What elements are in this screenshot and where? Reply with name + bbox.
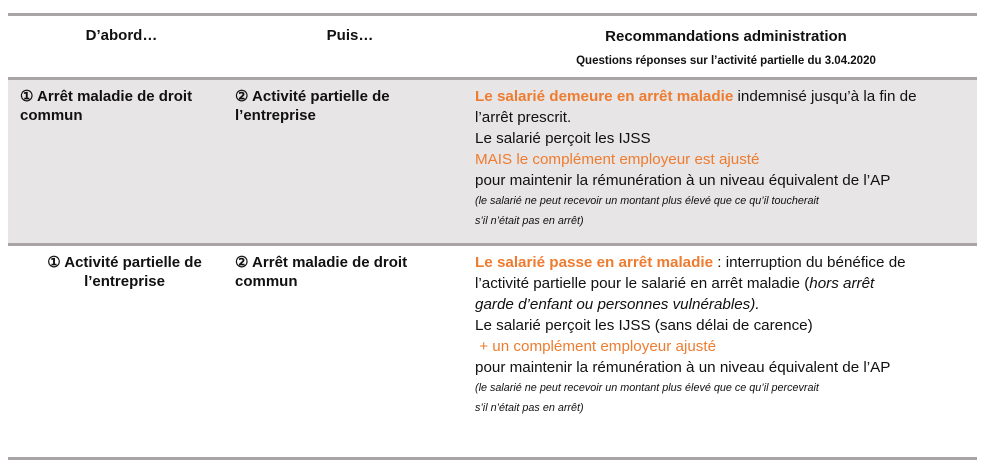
table-header (8, 16, 977, 77)
orange-text: MAIS le complément employeur est ajusté (475, 151, 760, 168)
text: pour maintenir la rémunération à un niveau équivalent de l’AP (475, 359, 891, 376)
table-bottom-rule (8, 457, 977, 460)
text: l’arrêt prescrit. (475, 109, 572, 126)
highlight-text: Le salarié passe en arrêt maladie (475, 254, 714, 271)
table-row (8, 80, 977, 243)
table-row (8, 246, 977, 457)
header-recommendations (465, 16, 977, 77)
text: : interruption du bénéfice de (713, 254, 906, 271)
note-text: s’il n’était pas en arrêt) (475, 402, 584, 414)
header-first: D’abord… (85, 27, 158, 44)
first-line: ① Arrêt maladie de droit (20, 88, 193, 105)
header-title: Recommandations administration (605, 28, 847, 45)
note-text: (le salarié ne peut recevoir un montant plus élevé que ce qu’il percevrait (475, 382, 819, 394)
recommendation-cell (465, 80, 977, 243)
italic-text: hors arrêt (809, 275, 875, 292)
first-cell (8, 80, 235, 243)
then-line: commun (235, 273, 298, 290)
text: Le salarié perçoit les IJSS (sans délai de carence) (475, 317, 813, 334)
first-line: l’entreprise (84, 273, 165, 290)
header-then: Puis… (326, 27, 374, 44)
note-text: (le salarié ne peut recevoir un montant plus élevé que ce qu’il toucherait (475, 195, 819, 207)
text: indemnisé jusqu’à la fin de (733, 88, 917, 105)
orange-text: + un complément employeur ajusté (475, 338, 717, 355)
header-subtitle: Questions réponses sur l’activité partielle du 3.04.2020 (576, 55, 876, 67)
first-line: commun (20, 107, 83, 124)
text: pour maintenir la rémunération à un niveau équivalent de l’AP (475, 172, 891, 189)
italic-text: garde d’enfant ou personnes vulnérables). (475, 296, 760, 313)
recommendation-cell (465, 246, 977, 457)
then-line: ② Arrêt maladie de droit (235, 254, 408, 271)
recommendations-table (8, 13, 977, 460)
first-cell (8, 246, 235, 457)
text: l’activité partielle pour le salarié en arrêt maladie ( (475, 275, 810, 292)
then-cell (235, 80, 465, 243)
then-line: ② Activité partielle de (235, 88, 390, 105)
then-line: l’entreprise (235, 107, 316, 124)
highlight-text: Le salarié demeure en arrêt maladie (475, 88, 734, 105)
first-line: ① Activité partielle de (47, 254, 202, 271)
text: Le salarié perçoit les IJSS (475, 130, 651, 147)
note-text: s’il n’était pas en arrêt) (475, 215, 584, 227)
then-cell (235, 246, 465, 457)
